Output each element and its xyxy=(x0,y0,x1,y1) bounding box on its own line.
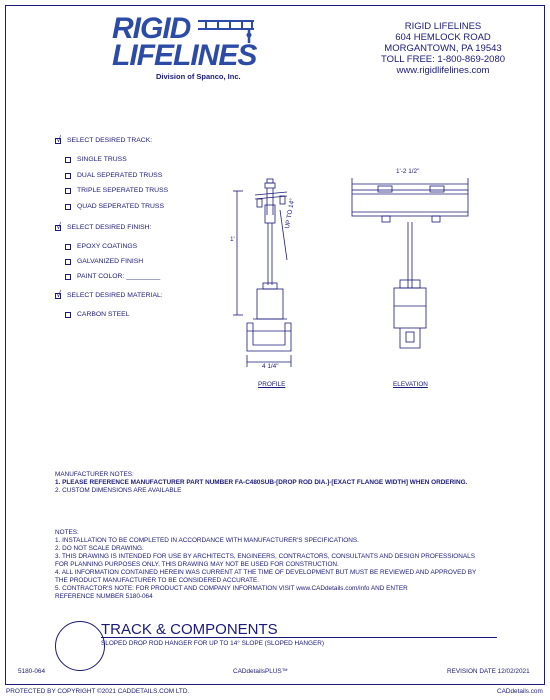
copyright-notice: PROTECTED BY COPYRIGHT ©2021 CADDETAILS.COM LTD. xyxy=(6,688,190,695)
track-option-label: SINGLE TRUSS xyxy=(77,156,127,163)
note-line: FOR PLANNING PURPOSES ONLY. THIS DRAWING MAY NOT BE USED FOR CONSTRUCTION. xyxy=(55,561,339,568)
phone-number: TOLL FREE: 1-800-869-2080 xyxy=(380,54,506,65)
checkbox-icon[interactable] xyxy=(65,259,71,265)
elevation-drawing xyxy=(340,170,480,360)
track-option-row[interactable] xyxy=(65,156,127,163)
material-option-label: CARBON STEEL xyxy=(77,311,130,318)
manufacturer-note: 2. CUSTOM DIMENSIONS ARE AVAILABLE xyxy=(55,487,182,494)
checkbox-icon[interactable] xyxy=(65,173,71,179)
finish-heading: SELECT DESIRED FINISH: xyxy=(67,224,152,231)
footer-site-link[interactable]: CADdetails.com xyxy=(497,688,543,695)
revision-date: REVISION DATE 12/02/2021 xyxy=(447,668,530,675)
manufacturer-notes-heading: MANUFACTURER NOTES: xyxy=(55,471,134,478)
general-notes xyxy=(55,529,476,601)
checkbox-icon[interactable] xyxy=(65,157,71,163)
note-line: REFERENCE NUMBER 5180-064 xyxy=(55,593,153,600)
finish-option-label: PAINT COLOR: _________ xyxy=(77,273,161,280)
note-line: THE PRODUCT MANUFACTURER TO BE CONSIDERED ACCURATE. xyxy=(55,577,260,584)
checkbox-icon[interactable] xyxy=(65,274,71,280)
title-divider xyxy=(101,637,497,638)
track-option-label: QUAD SEPERATED TRUSS xyxy=(77,203,164,210)
reference-number: 5180-064 xyxy=(18,668,46,675)
drawing-subtitle: SLOPED DROP ROD HANGER FOR UP TO 14° SLOPE (SLOPED HANGER) xyxy=(101,640,324,647)
finish-option-label: GALVANIZED FINISH xyxy=(77,258,144,265)
manufacturer-note: 1. PLEASE REFERENCE MANUFACTURER PART NUMBER FA-C480SUB-[DROP ROD DIA.]-[EXACT FLANGE WIDTH] WHEN ORDERING. xyxy=(55,479,468,486)
note-line: 4. ALL INFORMATION CONTAINED HEREIN WAS CURRENT AT THE TIME OF DEVELOPMENT BUT MUST BE REVIEWED AND APPROVED BY xyxy=(55,569,477,576)
track-heading: SELECT DESIRED TRACK: xyxy=(67,137,153,144)
dim-elevation-width-label: 1'-2 1/2" xyxy=(396,168,420,175)
material-option-row[interactable] xyxy=(65,311,130,318)
profile-drawing xyxy=(225,175,315,375)
notes-heading: NOTES: xyxy=(55,529,79,536)
logo-word-lifelines: LIFELINES xyxy=(112,39,257,72)
note-line: 5. CONTRACTOR'S NOTE: FOR PRODUCT AND COMPANY INFORMATION VISIT www.CADdetails.com/info AND ENTER xyxy=(55,585,408,592)
track-heading-row[interactable] xyxy=(55,133,153,144)
track-option-label: DUAL SEPERATED TRUSS xyxy=(77,172,163,179)
logo-word-rigid: RIGID xyxy=(112,12,191,45)
dim-height-label: 1' xyxy=(230,236,235,243)
checkbox-track-icon[interactable]: √ xyxy=(56,133,61,144)
dim-profile-width-label: 4 1/4" xyxy=(262,363,279,370)
material-heading-row[interactable] xyxy=(55,288,163,299)
checkbox-icon[interactable] xyxy=(65,244,71,250)
address-line-2: MORGANTOWN, PA 19543 xyxy=(384,43,502,54)
company-name: RIGID LIFELINES xyxy=(404,21,482,32)
website[interactable]: www.rigidlifelines.com xyxy=(396,65,490,76)
rigid-lifelines-logo xyxy=(112,14,262,84)
finish-option-row[interactable] xyxy=(65,258,143,265)
cad-brand: CADdetailsPLUS™ xyxy=(233,668,289,675)
finish-option-label: EPOXY COATINGS xyxy=(77,243,138,250)
finish-option-row[interactable] xyxy=(65,273,160,280)
checkbox-finish-icon[interactable]: √ xyxy=(56,220,61,231)
profile-label: PROFILE xyxy=(258,381,286,388)
contact-block xyxy=(378,21,508,76)
address-line-1: 604 HEMLOCK ROAD xyxy=(395,32,491,43)
track-option-row[interactable] xyxy=(65,187,168,194)
drawing-title: TRACK & COMPONENTS xyxy=(101,621,278,638)
track-option-row[interactable] xyxy=(65,203,164,210)
finish-heading-row[interactable] xyxy=(55,220,152,231)
manufacturer-notes xyxy=(55,471,467,495)
checkbox-icon[interactable] xyxy=(65,188,71,194)
note-line: 2. DO NOT SCALE DRAWING. xyxy=(55,545,144,552)
checkbox-material-icon[interactable]: √ xyxy=(56,288,61,299)
track-option-label: TRIPLE SEPERATED TRUSS xyxy=(77,187,169,194)
dim-slope-label: UP TO 14° xyxy=(284,197,297,230)
finish-option-row[interactable] xyxy=(65,243,137,250)
track-option-row[interactable] xyxy=(65,172,162,179)
checkbox-icon[interactable] xyxy=(65,312,71,318)
logo-division: Division of Spanco, Inc. xyxy=(156,72,241,81)
material-heading: SELECT DESIRED MATERIAL: xyxy=(67,292,163,299)
note-line: 3. THIS DRAWING IS INTENDED FOR USE BY ARCHITECTS, ENGINEERS, CONTRACTORS, CONSULTANTS AND DESIGN PROFESSIONALS xyxy=(55,553,475,560)
checkbox-icon[interactable] xyxy=(65,204,71,210)
elevation-label: ELEVATION xyxy=(393,381,428,388)
title-circle xyxy=(55,621,105,671)
note-line: 1. INSTALLATION TO BE COMPLETED IN ACCORDANCE WITH MANUFACTURER'S SPECIFICATIONS. xyxy=(55,537,359,544)
